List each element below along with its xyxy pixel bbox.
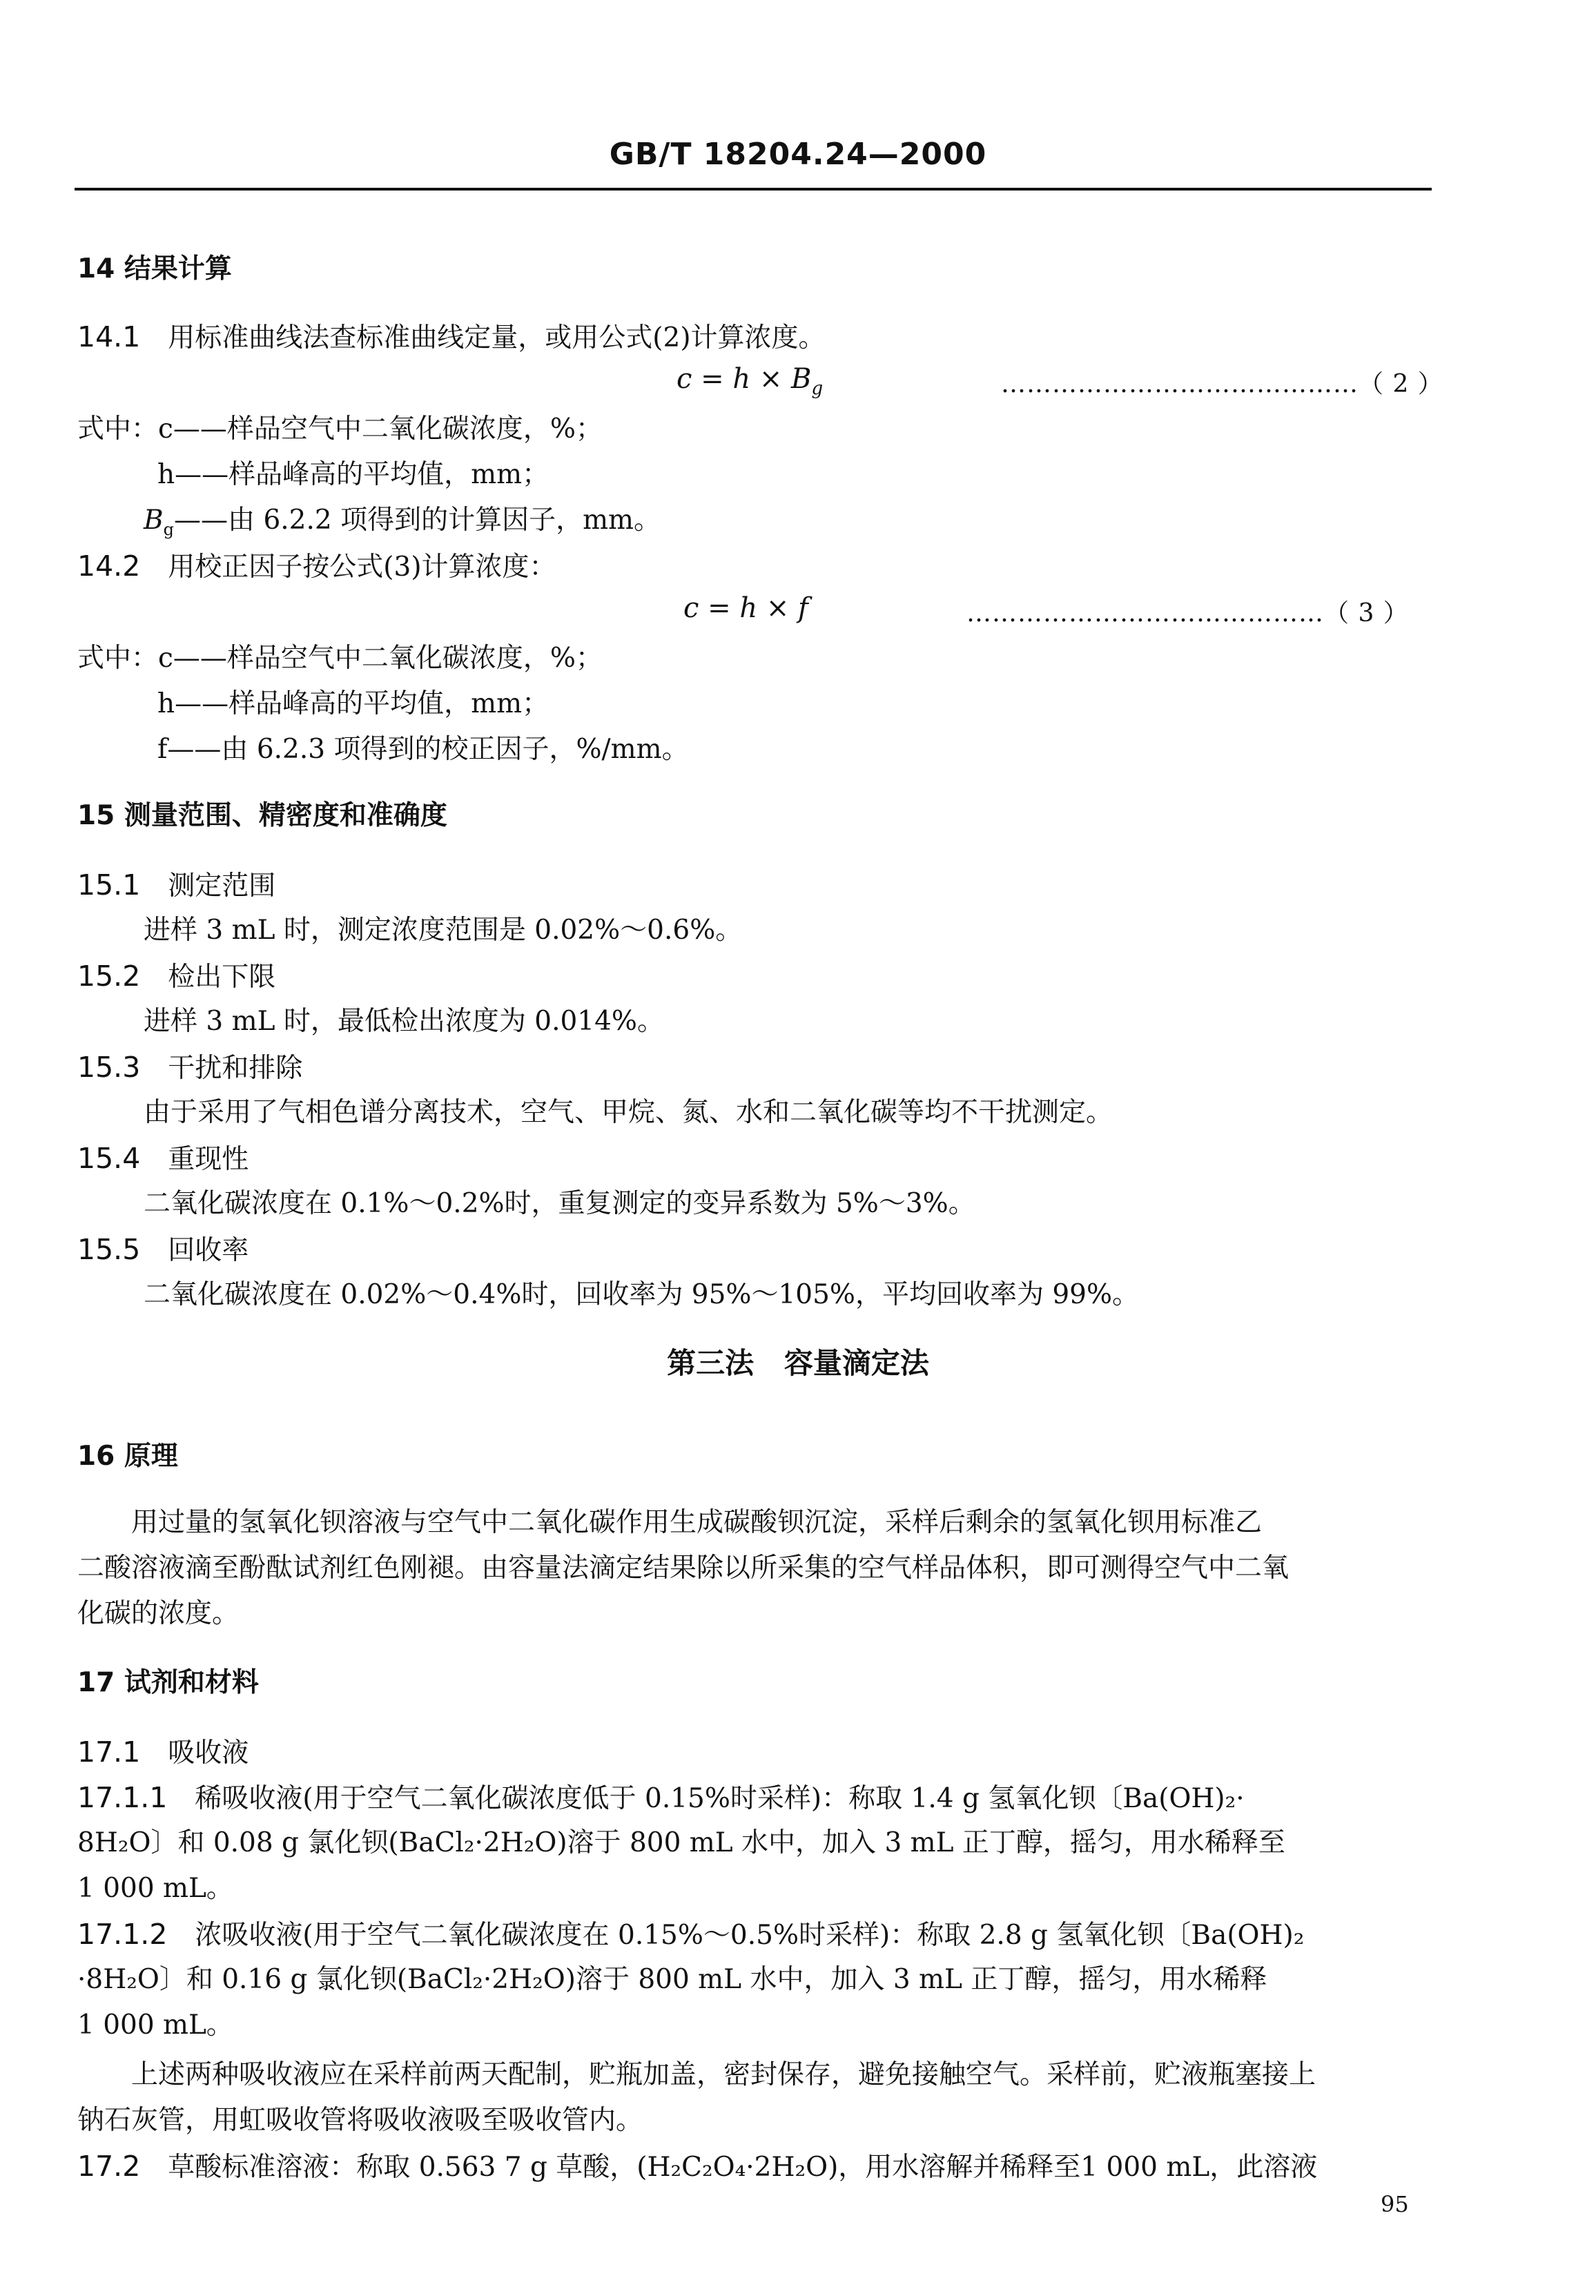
- where-1-bg-text: ——由 6.2.2 项得到的计算因子，mm。: [174, 505, 661, 536]
- where-1-h: h——样品峰高的平均值，mm；: [157, 459, 549, 490]
- equation-2: [677, 363, 823, 399]
- para-14-2-number: 14.2: [77, 549, 141, 583]
- section-16-heading: 16 原理: [77, 1441, 178, 1472]
- item-15-1-number: 15.1: [77, 868, 141, 902]
- item-15-1-text: 进样 3 mL 时，测定浓度范围是 0.02%～0.6%。: [144, 915, 743, 946]
- item-15-3-text: 由于采用了气相色谱分离技术，空气、甲烷、氮、水和二氧化碳等均不干扰测定。: [144, 1097, 1113, 1128]
- para-14-1-text: 用标准曲线法查标准曲线定量，或用公式(2)计算浓度。: [168, 322, 826, 353]
- equation-3: c = h × f: [683, 592, 808, 624]
- item-17-1-1-line-1: [77, 1780, 1245, 1817]
- item-17-2: [77, 2148, 1317, 2186]
- item-15-2-title: [77, 958, 275, 995]
- standard-header: GB/T 18204.24—2000: [609, 137, 987, 172]
- equation-2-number: ……………………………………（ 2 ）: [1001, 370, 1443, 398]
- item-15-3-label: 干扰和排除: [168, 1053, 303, 1084]
- item-15-5-title: [77, 1232, 249, 1269]
- item-15-5-label: 回收率: [168, 1235, 249, 1266]
- item-17-1-2-line-2: ·8H₂O〕和 0.16 g 氯化钡(BaCl₂·2H₂O)溶于 800 mL 水中，加入 3 mL 正丁醇，摇匀，用水稀释: [77, 1964, 1267, 1995]
- item-15-5-text: 二氧化碳浓度在 0.02%～0.4%时，回收率为 95%～105%，平均回收率为 99%。: [144, 1279, 1140, 1310]
- item-15-1-label: 测定范围: [168, 870, 276, 902]
- section-15-heading: 15 测量范围、精密度和准确度: [77, 800, 447, 831]
- where-1-bg: [144, 503, 661, 547]
- para-14-1: [77, 319, 826, 356]
- item-15-2-number: 15.2: [77, 960, 141, 993]
- section-14-heading: 14 结果计算: [77, 253, 232, 284]
- item-17-1-1-text: 稀吸收液(用于空气二氧化碳浓度低于 0.15%时采样)：称取 1.4 g 氢氧化钡〔Ba(OH)₂·: [195, 1783, 1245, 1814]
- note-line-1: 上述两种吸收液应在采样前两天配制，贮瓶加盖，密封保存，避免接触空气。采样前，贮液瓶塞接上: [131, 2059, 1316, 2090]
- method-3-title: 第三法 容量滴定法: [667, 1346, 929, 1380]
- item-17-1-label: 吸收液: [168, 1738, 249, 1769]
- para-14-2-text: 用校正因子按公式(3)计算浓度：: [168, 552, 556, 583]
- item-17-1-1-line-2: 8H₂O〕和 0.08 g 氯化钡(BaCl₂·2H₂O)溶于 800 mL 水中，加入 3 mL 正丁醇，摇匀，用水稀释至: [77, 1827, 1285, 1858]
- item-17-1-2-line-1: [77, 1916, 1304, 1954]
- item-17-2-number: 17.2: [77, 2150, 141, 2183]
- item-17-1-2-number: 17.1.2: [77, 1918, 168, 1951]
- section-16-line-3: 化碳的浓度。: [77, 1598, 240, 1629]
- item-17-1-2-text: 浓吸收液(用于空气二氧化碳浓度在 0.15%～0.5%时采样)：称取 2.8 g 氢氧化钡〔Ba(OH)₂: [195, 1920, 1305, 1951]
- note-line-2: 钠石灰管，用虹吸收管将吸收液吸至吸收管内。: [77, 2105, 643, 2136]
- equation-3-number: ……………………………………（ 3 ）: [966, 599, 1409, 627]
- item-15-4-label: 重现性: [168, 1144, 249, 1175]
- where-1-c: 式中：c——样品空气中二氧化碳浓度，%；: [77, 414, 603, 445]
- item-15-3-number: 15.3: [77, 1051, 141, 1084]
- item-15-4-title: [77, 1140, 249, 1178]
- where-2-c: 式中：c——样品空气中二氧化碳浓度，%；: [77, 643, 603, 674]
- section-16-line-1: 用过量的氢氧化钡溶液与空气中二氧化碳作用生成碳酸钡沉淀，采样后剩余的氢氧化钡用标准乙: [131, 1507, 1263, 1538]
- item-15-4-number: 15.4: [77, 1142, 141, 1175]
- where-1-bg-subscript: g: [163, 519, 175, 539]
- item-15-3-title: [77, 1049, 302, 1087]
- item-15-4-text: 二氧化碳浓度在 0.1%～0.2%时，重复测定的变异系数为 5%～3%。: [144, 1188, 975, 1219]
- section-16-line-2: 二酸溶液滴至酚酞试剂红色刚褪。由容量法滴定结果除以所采集的空气样品体积，即可测得空气中二氧: [77, 1553, 1290, 1584]
- item-15-5-number: 15.5: [77, 1233, 141, 1266]
- section-17-heading: 17 试剂和材料: [77, 1667, 259, 1698]
- equation-2-body: c = h × B: [677, 363, 812, 395]
- item-17-1-number: 17.1: [77, 1735, 141, 1769]
- item-15-2-label: 检出下限: [168, 962, 276, 993]
- item-17-1-1-number: 17.1.1: [77, 1781, 168, 1814]
- item-15-2-text: 进样 3 mL 时，最低检出浓度为 0.014%。: [144, 1006, 664, 1037]
- item-17-1-2-line-3: 1 000 mL。: [77, 2010, 233, 2041]
- item-17-1-title: [77, 1734, 249, 1771]
- item-15-1-title: [77, 867, 275, 904]
- where-2-h: h——样品峰高的平均值，mm；: [157, 688, 549, 719]
- page-number: 95: [1381, 2191, 1409, 2217]
- header-rule: [75, 188, 1432, 191]
- para-14-2: [77, 548, 556, 585]
- item-17-1-1-line-3: 1 000 mL。: [77, 1873, 233, 1904]
- where-2-f: f——由 6.2.3 项得到的校正因子，%/mm。: [157, 734, 689, 765]
- equation-2-subscript: g: [811, 378, 824, 399]
- where-1-bg-symbol: B: [144, 505, 164, 536]
- para-14-1-number: 14.1: [77, 320, 141, 353]
- item-17-2-text: 草酸标准溶液：称取 0.563 7 g 草酸，(H₂C₂O₄·2H₂O)，用水溶解并稀释至1 000 mL，此溶液: [168, 2152, 1318, 2183]
